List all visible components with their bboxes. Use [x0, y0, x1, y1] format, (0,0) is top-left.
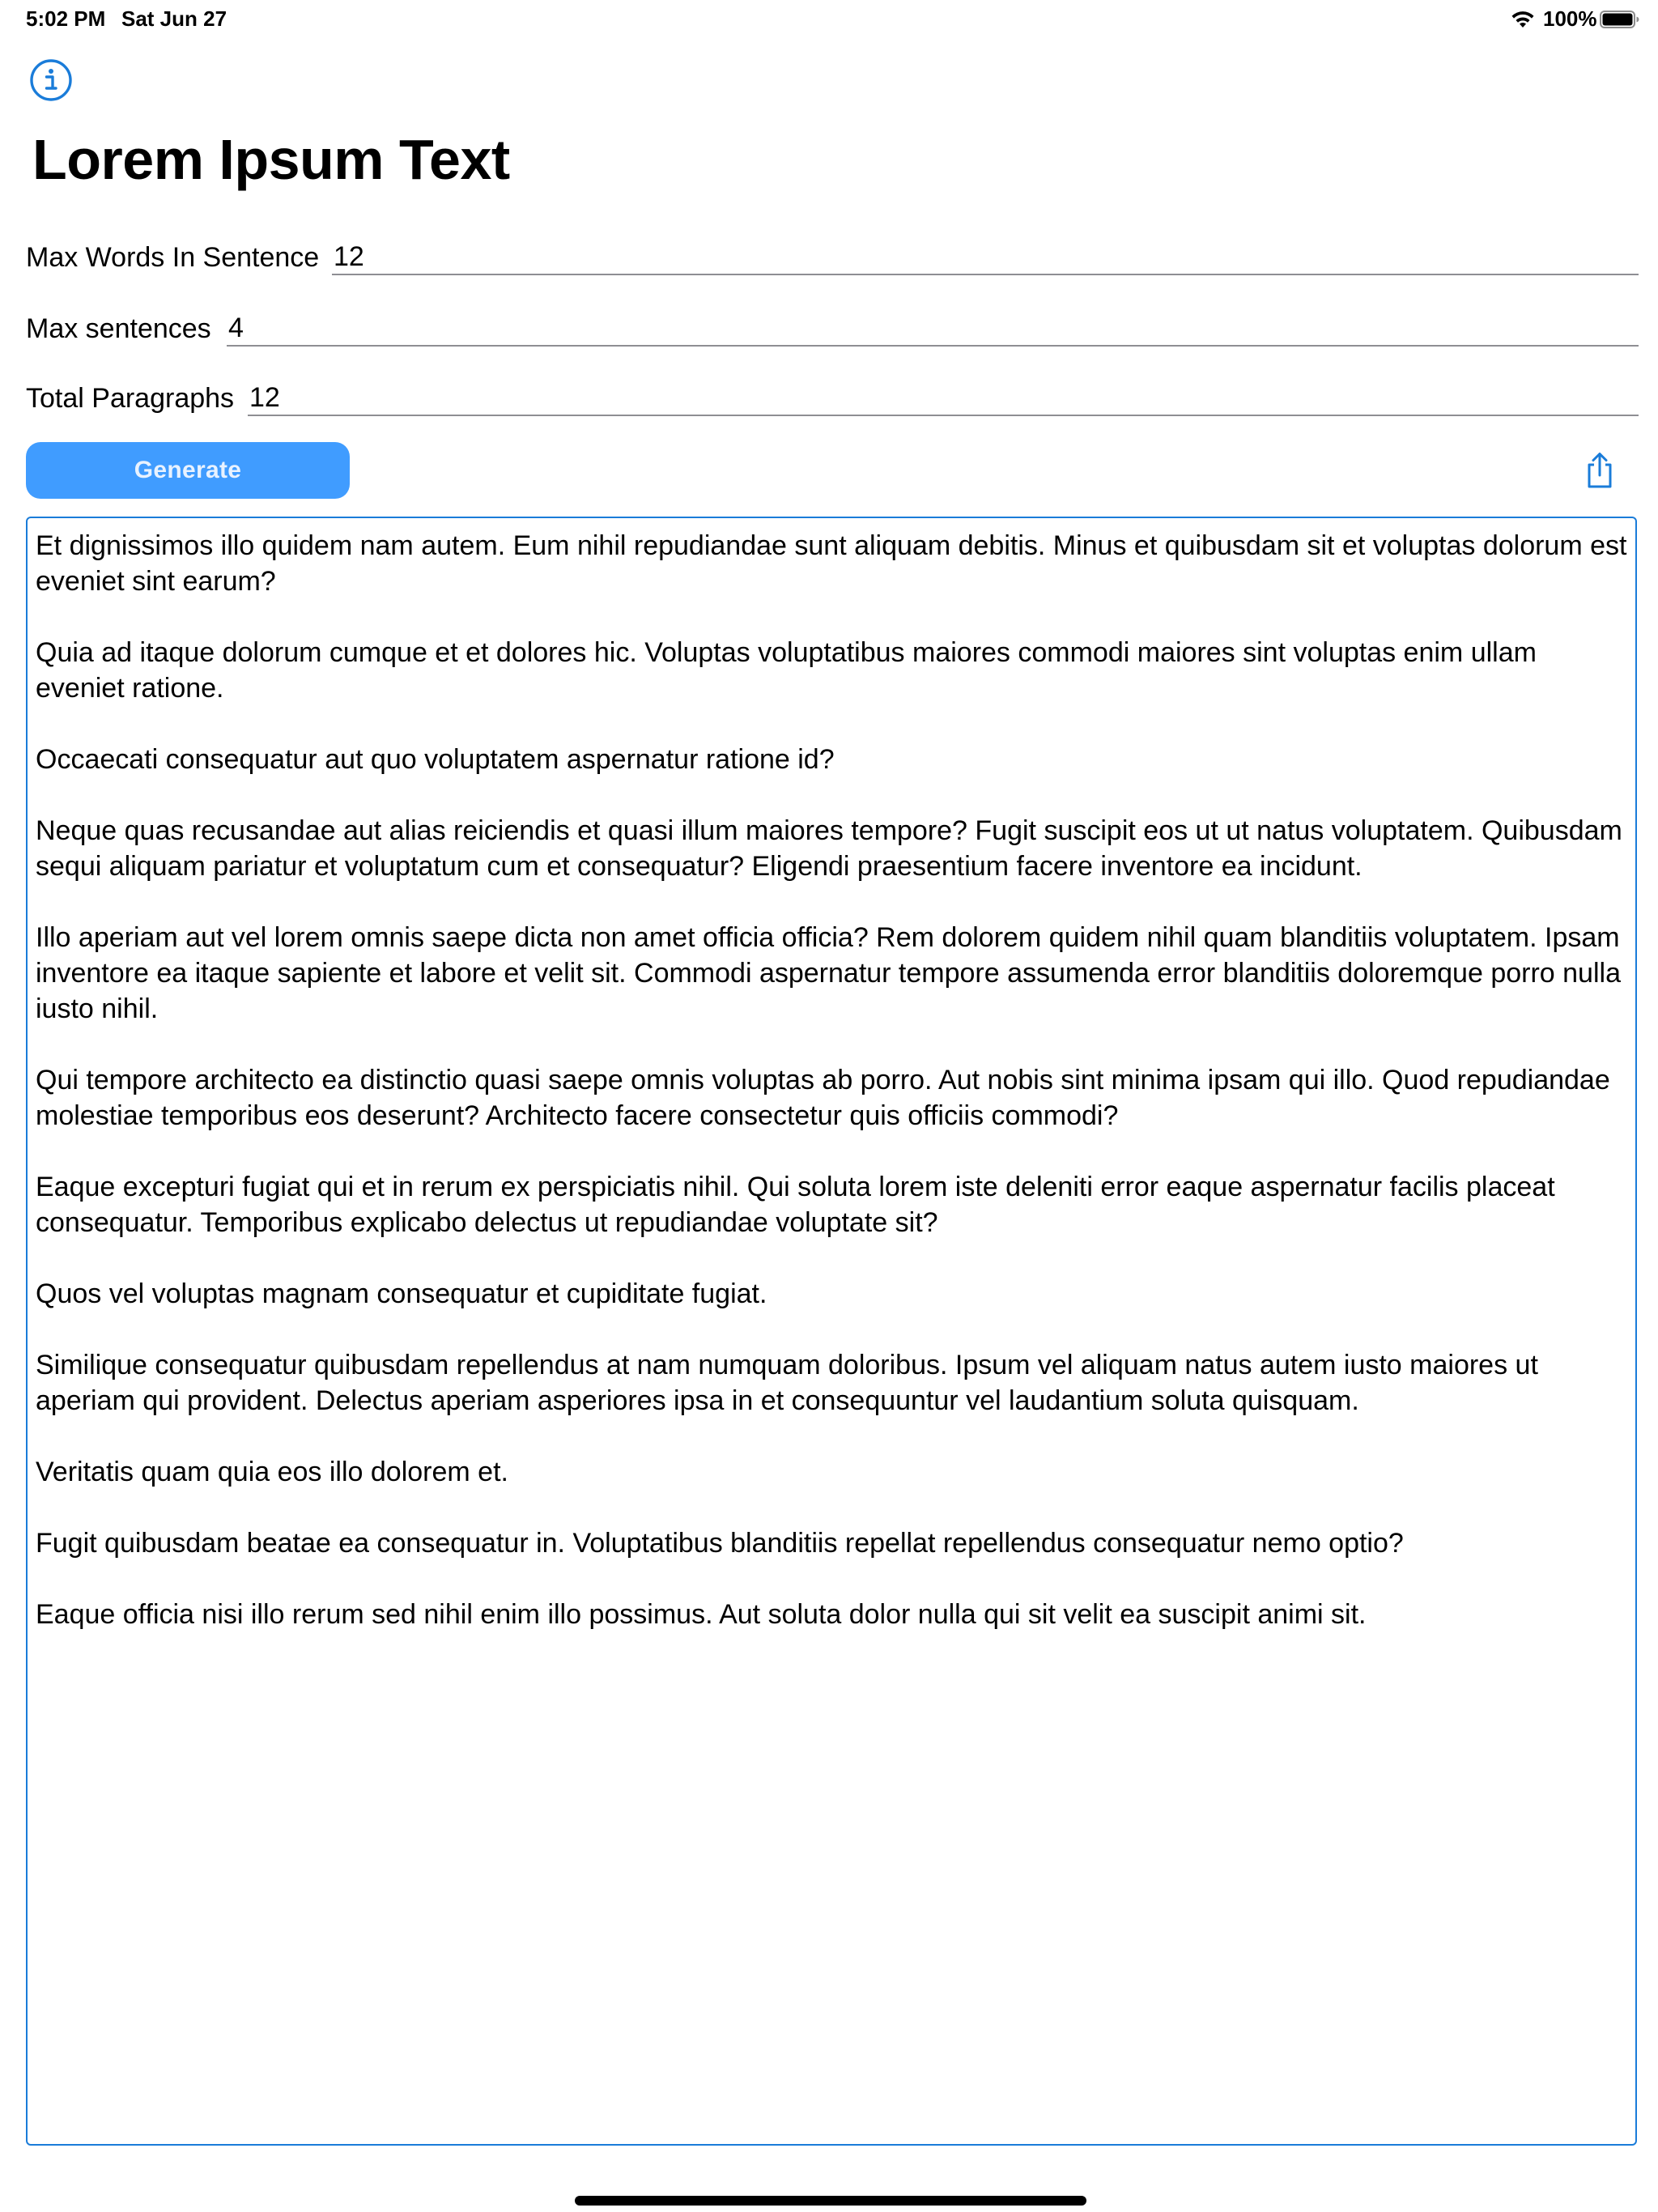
status-time: 5:02 PM: [26, 6, 106, 31]
status-bar: [0, 0, 1658, 39]
paragraph: Neque quas recusandae aut alias reiciendis et quasi illum maiores tempore? Fugit suscipit eos ut ut natus voluptatem. Quibusdam sequi aliquam pariatur et voluptatum cum et consequatur? Eligendi praesentium facere inventore ea incidunt.: [36, 815, 1622, 882]
max-words-input[interactable]: [332, 232, 1639, 275]
generated-text-view[interactable]: [26, 517, 1637, 2146]
max-words-row: [26, 232, 1639, 280]
max-sentences-label: Max sentences: [26, 313, 211, 344]
max-sentences-input[interactable]: [227, 303, 1639, 347]
total-paragraphs-row: [26, 372, 1639, 421]
home-indicator[interactable]: [575, 2196, 1086, 2206]
paragraph: Fugit quibusdam beatae ea consequatur in. Voluptatibus blanditiis repellat repellendus consequatur nemo optio?: [36, 1528, 1404, 1559]
paragraph: Qui tempore architecto ea distinctio quasi saepe omnis voluptas ab porro. Aut nobis sint minima ipsam qui illo. Quod repudiandae molestiae temporibus eos deserunt? Architecto facere consectetur quis officiis commodi?: [36, 1065, 1610, 1131]
battery-icon: [1600, 10, 1640, 29]
wifi-icon: [1509, 8, 1537, 29]
max-words-label: Max Words In Sentence: [26, 242, 320, 273]
total-paragraphs-label: Total Paragraphs: [26, 383, 235, 414]
paragraph: Quos vel voluptas magnam consequatur et cupiditate fugiat.: [36, 1278, 767, 1309]
page-title: Lorem Ipsum Text: [32, 128, 510, 191]
status-date: Sat Jun 27: [121, 6, 227, 31]
paragraph: Eaque officia nisi illo rerum sed nihil enim illo possimus. Aut soluta dolor nulla qui sit velit ea suscipit animi sit.: [36, 1599, 1367, 1630]
total-paragraphs-input[interactable]: [248, 372, 1639, 416]
max-sentences-row: [26, 303, 1639, 351]
battery-percentage: 100%: [1543, 6, 1597, 31]
paragraph: Et dignissimos illo quidem nam autem. Eum nihil repudiandae sunt aliquam debitis. Minus et quibusdam sit et voluptas dolorum est eveniet sint earum?: [36, 530, 1627, 597]
share-icon[interactable]: [1584, 452, 1616, 489]
paragraph: Quia ad itaque dolorum cumque et et dolores hic. Voluptas voluptatibus maiores commodi maiores sint voluptas enim ullam eveniet ratione.: [36, 637, 1537, 704]
paragraph: Occaecati consequatur aut quo voluptatem aspernatur ratione id?: [36, 744, 835, 775]
paragraph: Veritatis quam quia eos illo dolorem et.: [36, 1457, 508, 1487]
paragraph: Illo aperiam aut vel lorem omnis saepe dicta non amet officia officia? Rem dolorem quidem nihil quam blanditiis voluptatem. Ipsam inventore ea itaque sapiente et labore et velit sit. Commodi aspernatur tempore assumenda error blanditiis doloremque porro nulla iusto nihil.: [36, 922, 1621, 1024]
info-icon[interactable]: [29, 58, 73, 102]
paragraph: Eaque excepturi fugiat qui et in rerum ex perspiciatis nihil. Qui soluta lorem iste deleniti error eaque aspernatur facilis placeat consequatur. Temporibus explicabo delectus ut repudiandae voluptate sit?: [36, 1172, 1555, 1238]
generate-button[interactable]: Generate: [26, 442, 350, 499]
paragraph: Similique consequatur quibusdam repellendus at nam numquam doloribus. Ipsum vel aliquam natus autem iusto maiores ut aperiam qui provident. Delectus aperiam asperiores ipsa in et consequuntur vel laudantium soluta quisquam.: [36, 1350, 1538, 1416]
